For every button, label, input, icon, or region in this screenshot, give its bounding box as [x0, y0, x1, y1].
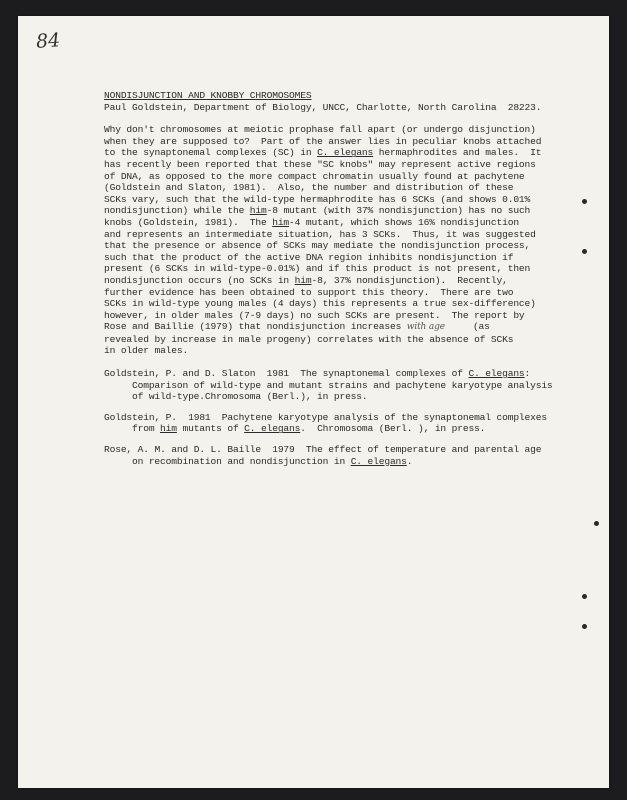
- handwritten-page-number: 84: [35, 29, 61, 53]
- body-line: that the presence or absence of SCKs may mediate the nondisjunction process,: [104, 240, 531, 252]
- body-line: has recently been reported that these "SC knobs" may represent active regions: [104, 158, 536, 170]
- body-line: knobs (Goldstein, 1981). The him-4 mutant, which shows 16% nondisjunction: [104, 216, 519, 228]
- reference-entry: Goldstein, P. 1981 Pachytene karyotype analysis of the synaptonemal complexes from him mutants of C. elegans. Chromosoma (Berl. ), in press.: [104, 411, 547, 435]
- body-line: Rose and Baillie (1979) that nondisjunction increases with age (as: [104, 321, 490, 333]
- reference-entry: Goldstein, P. and D. Slaton 1981 The synaptonemal complexes of C. elegans: Comparison of wild-type and mutant strains and pachytene karyotype analysis of wild-type.Chromosoma (Berl.), in press.: [104, 368, 553, 403]
- body-line: nondisjunction) while the him-8 mutant (with 37% nondisjunction) has no such: [104, 205, 531, 217]
- body-line: and represents an intermediate situation, has 3 SCKs. Thus, it was suggested: [104, 228, 536, 240]
- document-page: [18, 16, 609, 788]
- body-line: Why don't chromosomes at meiotic prophase fall apart (or undergo disjunction): [104, 124, 536, 136]
- punch-hole: [582, 624, 587, 629]
- body-paragraph: [104, 124, 584, 357]
- document-text: [104, 90, 584, 476]
- body-line: such that the product of the active DNA region inhibits nondisjunction if: [104, 251, 514, 263]
- body-line: when they are supposed to? Part of the answer lies in peculiar knobs attached: [104, 135, 542, 147]
- body-line: revealed by increase in male progeny) correlates with the absence of SCKs: [104, 333, 514, 345]
- body-line: nondisjunction occurs (no SCKs in him-8, 37% nondisjunction). Recently,: [104, 274, 508, 286]
- body-line: SCKs vary, such that the wild-type hermaphrodite has 6 SCKs (and shows 0.01%: [104, 193, 531, 205]
- handwritten-insert: with age: [406, 322, 445, 333]
- body-line: SCKs in wild-type young males (4 days) this represents a true sex-difference): [104, 298, 536, 310]
- body-line: however, in older males (7-9 days) no such SCKs are present. The report by: [104, 309, 525, 321]
- document-title: NONDISJUNCTION AND KNOBBY CHROMOSOMES: [104, 90, 312, 101]
- body-line: (Goldstein and Slaton, 1981). Also, the number and distribution of these: [104, 182, 514, 194]
- body-line: in older males.: [104, 345, 189, 357]
- body-line: to the synaptonemal complexes (SC) in C. elegans hermaphrodites and males. It: [104, 147, 542, 159]
- punch-hole: [582, 594, 587, 599]
- author-line: Paul Goldstein, Department of Biology, UNCC, Charlotte, North Carolina 28223.: [104, 101, 542, 113]
- punch-hole: [594, 521, 599, 526]
- body-line: present (6 SCKs in wild-type-0.01%) and if this product is not present, then: [104, 263, 531, 275]
- body-line: further evidence has been obtained to support this theory. There are two: [104, 286, 514, 298]
- reference-entry: Rose, A. M. and D. L. Baille 1979 The effect of temperature and parental age on recombination and nondisjunction in C. elegans.: [104, 444, 542, 467]
- body-line: of DNA, as opposed to the more compact chromatin usually found at pachytene: [104, 170, 525, 182]
